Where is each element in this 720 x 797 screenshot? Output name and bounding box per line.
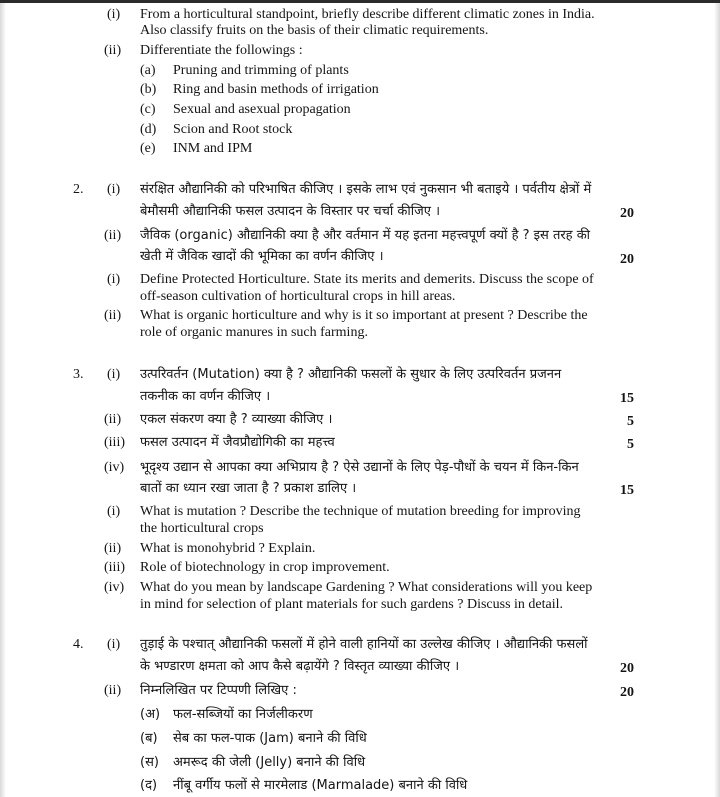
q1-ii-c-number: (c) (140, 102, 156, 117)
top-border (0, 0, 720, 3)
q4-hi-ii-b-number: (ब) (140, 731, 158, 746)
q2-hi-ii-line-2: खेती में जैविक खादों की भूमिका का वर्णन कीजिए । (140, 249, 384, 264)
q1-i-number: (i) (107, 7, 121, 22)
q3-hi-iv-line-1: भूदृश्य उद्यान से आपका क्या अभिप्राय है ? ऐसे उद्यानों के लिए पेड़-पौधों के चयन में किन-किन (140, 460, 579, 475)
q2-number: 2. (73, 182, 84, 197)
q3-hi-i-number: (i) (107, 367, 121, 382)
q1-ii-e-text: INM and IPM (173, 141, 253, 156)
q1-i-line-1: From a horticultural standpoint, briefly describe different climatic zones in India. (140, 7, 595, 22)
q3-hi-iii-marks: 5 (627, 437, 634, 452)
q3-en-iii-number: (iii) (104, 560, 125, 575)
q3-hi-iv-number: (iv) (104, 460, 125, 475)
q2-hi-i-number: (i) (107, 182, 121, 197)
q2-hi-ii-line-1: जैविक (organic) औद्यानिकी क्या है और वर्तमान में यह इतना महत्त्वपूर्ण क्यों है ? इस तरह की (140, 228, 591, 243)
q1-ii-d-text: Scion and Root stock (173, 122, 293, 137)
q3-hi-i-line-2: तकनीक का वर्णन कीजिए । (140, 389, 271, 404)
q3-en-ii-text: What is monohybrid ? Explain. (140, 541, 316, 556)
q3-en-iv-number: (iv) (104, 580, 125, 595)
q1-ii-e-number: (e) (140, 141, 156, 156)
q1-i-line-2: Also classify fruits on the basis of their climatic requirements. (140, 23, 489, 38)
q4-number: 4. (73, 637, 84, 652)
q3-hi-ii-text: एकल संकरण क्या है ? व्याख्या कीजिए । (140, 412, 333, 427)
q1-ii-a-text: Pruning and trimming of plants (173, 63, 349, 78)
q1-ii-d-number: (d) (140, 122, 157, 137)
q1-ii-b-text: Ring and basin methods of irrigation (173, 82, 379, 97)
q2-hi-ii-number: (ii) (104, 228, 122, 243)
q1-ii-number: (ii) (104, 43, 122, 58)
page-shadow-left (0, 0, 6, 797)
q4-hi-ii-c-number: (स) (140, 755, 159, 770)
q4-hi-i-line-2: के भण्डारण क्षमता को आप कैसे बढ़ायेंगे ? विस्तृत व्याख्या कीजिए । (140, 659, 460, 674)
q3-hi-i-marks: 15 (620, 391, 634, 406)
page-shadow-right (714, 0, 720, 797)
q2-en-ii-number: (ii) (104, 308, 122, 323)
q2-hi-i-line-1: संरक्षित औद्यानिकी को परिभाषित कीजिए । इसके लाभ एवं नुकसान भी बताइये । पर्वतीय क्षेत्रों में (140, 182, 592, 197)
q3-hi-ii-number: (ii) (104, 412, 122, 427)
q3-hi-iii-text: फसल उत्पादन में जैवप्रौद्योगिकी का महत्त्व (140, 435, 335, 450)
q2-hi-i-marks: 20 (620, 206, 634, 221)
q4-hi-i-number: (i) (107, 637, 121, 652)
q1-ii-a-number: (a) (140, 63, 156, 78)
q2-en-ii-line-1: What is organic horticulture and why is it so important at present ? Describe the (140, 308, 588, 323)
q3-en-i-number: (i) (107, 504, 121, 519)
q4-hi-ii-a-number: (अ) (140, 707, 161, 722)
q4-hi-i-line-1: तुड़ाई के पश्चात् औद्यानिकी फसलों में होने वाली हानियों का उल्लेख कीजिए । औद्यानिकी फसलों (140, 637, 588, 652)
q4-hi-ii-c-text: अमरूद की जेली (Jelly) बनाने की विधि (173, 755, 366, 770)
q4-hi-ii-marks: 20 (620, 685, 634, 700)
q4-hi-ii-number: (ii) (104, 683, 122, 698)
q2-en-i-line-1: Define Protected Horticulture. State its merits and demerits. Discuss the scope of (140, 272, 594, 287)
q1-ii-c-text: Sexual and asexual propagation (173, 102, 351, 117)
q4-hi-ii-d-number: (द) (140, 778, 158, 793)
q2-en-ii-line-2: role of organic manures in such farming. (140, 325, 368, 340)
q2-hi-i-line-2: बेमौसमी औद्यानिकी फसल उत्पादन के विस्तार पर चर्चा कीजिए । (140, 204, 440, 219)
q3-en-i-line-2: the horticultural crops (140, 521, 264, 536)
q3-hi-iv-line-2: बातों का ध्यान रखा जाता है ? प्रकाश डालिए । (140, 481, 357, 496)
q3-en-iv-line-2: in mind for selection of plant materials for such gardens ? Discuss in detail. (140, 597, 564, 612)
q3-hi-i-line-1: उत्परिवर्तन (Mutation) क्या है ? औद्यानिकी फसलों के सुधार के लिए उत्परिवर्तन प्रजनन (140, 367, 562, 382)
q3-en-iv-line-1: What do you mean by landscape Gardening ? What considerations will you keep (140, 580, 593, 595)
q2-hi-ii-marks: 20 (620, 252, 634, 267)
q3-en-i-line-1: What is mutation ? Describe the technique of mutation breeding for improving (140, 504, 581, 519)
q3-en-iii-text: Role of biotechnology in crop improvement. (140, 560, 390, 575)
q4-hi-ii-d-text: नींबू वर्गीय फलों से मारमेलाड (Marmalade) बनाने की विधि (173, 778, 468, 793)
q3-hi-iv-marks: 15 (620, 483, 634, 498)
q3-en-ii-number: (ii) (104, 541, 122, 556)
q4-hi-ii-b-text: सेब का फल-पाक (Jam) बनाने की विधि (173, 731, 367, 746)
q3-hi-iii-number: (iii) (104, 435, 125, 450)
q4-hi-ii-text: निम्नलिखित पर टिप्पणी लिखिए : (140, 683, 297, 698)
q2-en-i-number: (i) (107, 272, 121, 287)
q1-ii-b-number: (b) (140, 82, 157, 97)
q1-ii-text: Differentiate the followings : (140, 43, 303, 58)
q3-number: 3. (73, 367, 84, 382)
q4-hi-ii-a-text: फल-सब्जियों का निर्जलीकरण (173, 707, 313, 722)
q4-hi-i-marks: 20 (620, 661, 634, 676)
q3-hi-ii-marks: 5 (627, 414, 634, 429)
q2-en-i-line-2: off-season cultivation of horticultural crops in hill areas. (140, 289, 456, 304)
